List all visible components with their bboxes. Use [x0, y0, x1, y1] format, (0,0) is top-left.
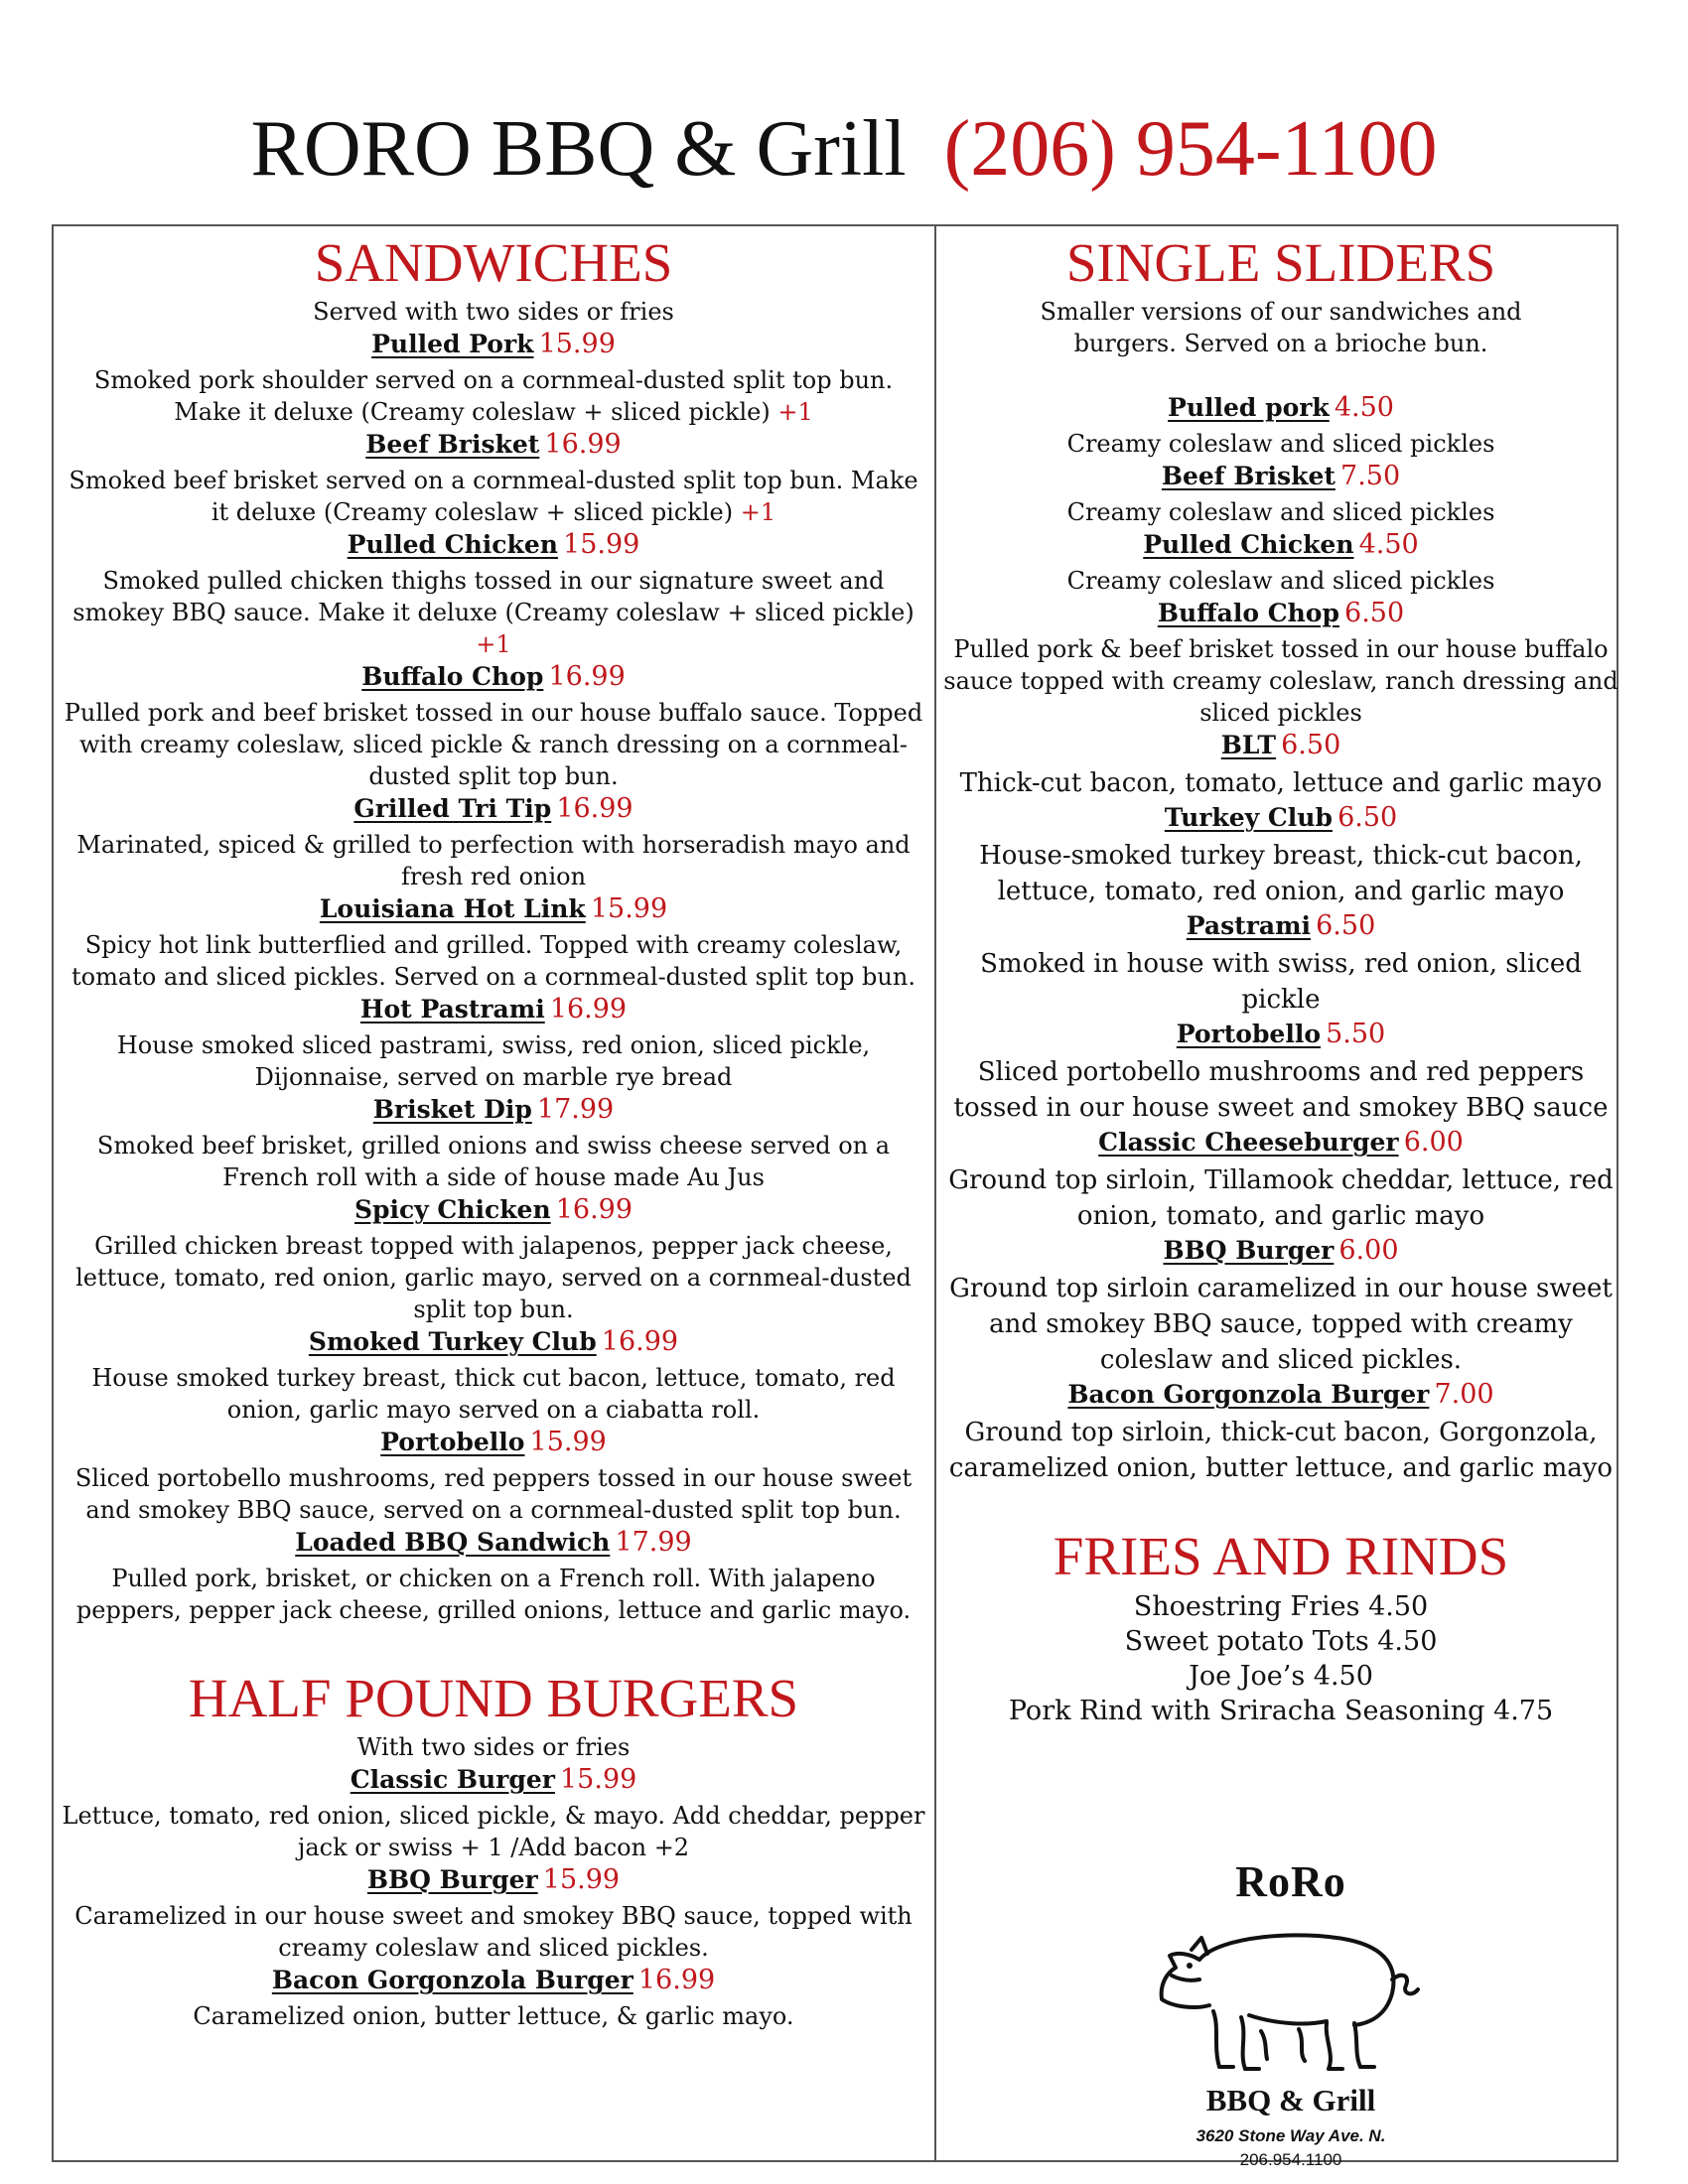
- item-description-text: Smoked in house with swiss, red onion, sliced pickle: [980, 949, 1582, 1015]
- item-description: [943, 838, 1618, 909]
- item-description-text: House smoked sliced pastrami, swiss, red onion, sliced pickle, Dijonnaise, served on marble rye bread: [116, 1031, 871, 1091]
- item-name: Brisket Dip: [372, 1095, 532, 1124]
- fries-item: Shoestring Fries 4.50: [1133, 1591, 1429, 1622]
- item-name: Buffalo Chop: [1157, 599, 1339, 627]
- item-description: [62, 829, 925, 892]
- logo-brand: RoRo: [1235, 1857, 1346, 1906]
- item-description-text: Smoked pork shoulder served on a cornmeal-dusted split top bun. Make it deluxe (Creamy coleslaw + sliced pickle): [93, 366, 894, 426]
- left-column: [62, 226, 925, 2032]
- item-description: [62, 1900, 925, 1964]
- item-price: 17.99: [536, 1094, 615, 1125]
- item-price: 15.99: [560, 1764, 637, 1795]
- item-description-text: Caramelized in our house sweet and smokey BBQ sauce, topped with creamy coleslaw and sliced pickles.: [74, 1902, 913, 1962]
- item-price: 16.99: [548, 661, 626, 692]
- item-description-text: Ground top sirloin, Tillamook cheddar, lettuce, red onion, tomato, and garlic mayo: [948, 1165, 1614, 1231]
- item-description: [62, 929, 925, 993]
- item-price: 15.99: [590, 893, 668, 924]
- logo-subtitle: BBQ & Grill: [1205, 2083, 1376, 2117]
- burger-list: [62, 1763, 925, 2032]
- menu-item: [943, 528, 1618, 597]
- item-heading: [62, 528, 925, 565]
- item-description-text: Smoked beef brisket served on a cornmeal-dusted split top bun. Make it deluxe (Creamy coleslaw + sliced pickle): [69, 467, 918, 526]
- section-subtitle: With two sides or fries: [356, 1733, 631, 1761]
- item-heading: [62, 328, 925, 364]
- item-heading: [943, 460, 1618, 496]
- item-name: Portobello: [380, 1428, 525, 1456]
- slider-list: [943, 391, 1618, 1486]
- item-price: 6.00: [1338, 1235, 1399, 1266]
- item-name: Spicy Chicken: [353, 1195, 551, 1224]
- item-name: Grilled Tri Tip: [353, 794, 552, 823]
- item-heading: [943, 528, 1618, 565]
- item-description-text: Creamy coleslaw and sliced pickles: [1066, 567, 1495, 595]
- item-price: 15.99: [538, 329, 616, 359]
- item-heading: [943, 1378, 1618, 1415]
- item-description: [62, 1230, 925, 1325]
- logo-address: 3620 Stone Way Ave. N.: [1196, 2126, 1386, 2145]
- item-heading: [62, 1093, 925, 1130]
- item-heading: [62, 892, 925, 929]
- item-description: [62, 697, 925, 792]
- item-description-text: Caramelized onion, butter lettuce, & garlic mayo.: [193, 2002, 794, 2030]
- item-name: Buffalo Chop: [361, 662, 544, 691]
- section-title: SANDWICHES: [314, 232, 673, 293]
- item-name: Beef Brisket: [365, 430, 540, 459]
- section-title: HALF POUND BURGERS: [188, 1668, 799, 1728]
- item-price: 4.50: [1334, 392, 1394, 423]
- fries-section: [943, 1486, 1618, 1728]
- item-price: 6.50: [1281, 730, 1341, 760]
- item-description-text: Creamy coleslaw and sliced pickles: [1066, 430, 1495, 458]
- item-description-text: Thick-cut bacon, tomato, lettuce and garlic mayo: [959, 768, 1603, 798]
- item-description: [943, 1162, 1618, 1234]
- item-description: [62, 2000, 925, 2032]
- item-name: BBQ Burger: [1163, 1236, 1335, 1265]
- menu-item: [943, 909, 1618, 1018]
- item-description: [62, 565, 925, 660]
- item-name: Hot Pastrami: [359, 995, 545, 1024]
- item-description: [943, 633, 1618, 729]
- item-description: [943, 765, 1618, 801]
- item-description: [943, 1415, 1618, 1486]
- item-description-text: Sliced portobello mushrooms, red peppers tossed in our house sweet and smokey BBQ sauce, served on a cornmeal-dusted split top bun.: [74, 1464, 913, 1524]
- item-name: Pulled Chicken: [1143, 530, 1354, 559]
- item-heading: [62, 1763, 925, 1800]
- item-price: 16.99: [549, 994, 628, 1024]
- restaurant-phone: (206) 954-1100: [943, 105, 1438, 193]
- item-deluxe-price: +1: [476, 630, 511, 658]
- item-name: Pastrami: [1186, 911, 1312, 940]
- item-price: 4.50: [1358, 529, 1419, 560]
- item-heading: [943, 909, 1618, 946]
- item-description-text: House-smoked turkey breast, thick-cut bacon, lettuce, tomato, red onion, and garlic mayo: [979, 841, 1583, 906]
- fries-item: Sweet potato Tots 4.50: [1124, 1626, 1438, 1657]
- item-description: [943, 565, 1618, 597]
- item-name: Bacon Gorgonzola Burger: [271, 1966, 633, 1994]
- item-name: Pulled Chicken: [347, 530, 558, 559]
- sandwich-list: [62, 328, 925, 1626]
- fries-list: [943, 1589, 1618, 1728]
- item-name: Classic Burger: [350, 1765, 555, 1794]
- item-description-text: House smoked turkey breast, thick cut bacon, lettuce, tomato, red onion, garlic mayo served on a ciabatta roll.: [91, 1364, 896, 1424]
- item-description-text: Smoked pulled chicken thighs tossed in our signature sweet and smokey BBQ sauce. Make it deluxe (Creamy coleslaw + sliced pickle): [72, 567, 914, 626]
- item-name: Beef Brisket: [1161, 462, 1336, 490]
- item-heading: [943, 391, 1618, 428]
- item-price: 6.50: [1344, 598, 1405, 628]
- item-heading: [62, 792, 925, 829]
- item-description-text: Pulled pork and beef brisket tossed in our house buffalo sauce. Topped with creamy coleslaw, sliced pickle & ranch dressing on a cornmeal-dusted split top bun.: [64, 699, 923, 790]
- item-description-text: Grilled chicken breast topped with jalapenos, pepper jack cheese, lettuce, tomato, red onion, garlic mayo, served on a cornmeal-dusted split top bun.: [75, 1232, 912, 1323]
- item-description-text: Smoked beef brisket, grilled onions and swiss cheese served on a French roll with a side of house made Au Jus: [96, 1132, 891, 1191]
- item-deluxe-price: +1: [740, 498, 776, 526]
- item-description-text: Sliced portobello mushrooms and red peppers tossed in our house sweet and smokey BBQ sauce: [953, 1057, 1609, 1123]
- item-description: [62, 1563, 925, 1626]
- menu-item: [943, 1126, 1618, 1234]
- item-name: Pulled Pork: [371, 330, 534, 358]
- menu-item: [943, 1018, 1618, 1126]
- item-name: Louisiana Hot Link: [319, 894, 586, 923]
- item-description-text: Pulled pork & beef brisket tossed in our house buffalo sauce topped with creamy coleslaw, ranch dressing and sliced pickles: [943, 635, 1618, 727]
- page-header: [0, 99, 1688, 199]
- item-price: 16.99: [556, 793, 633, 824]
- pig-icon: [1150, 1908, 1432, 2077]
- menu-item: [943, 391, 1618, 460]
- item-description-text: Ground top sirloin caramelized in our house sweet and smokey BBQ sauce, topped with creamy coleslaw and sliced pickles.: [949, 1274, 1613, 1375]
- item-heading: [62, 428, 925, 465]
- item-description: [62, 1130, 925, 1193]
- menu-item: [62, 1964, 925, 2032]
- burgers-section: [62, 1626, 925, 2032]
- menu-item: [943, 1234, 1618, 1378]
- item-heading: [62, 1193, 925, 1230]
- section-title: SINGLE SLIDERS: [1065, 232, 1496, 293]
- item-description: [943, 946, 1618, 1018]
- item-description: [943, 1054, 1618, 1126]
- item-description: [943, 1271, 1618, 1378]
- item-heading: [943, 1018, 1618, 1054]
- item-price: 15.99: [563, 529, 640, 560]
- item-heading: [62, 1526, 925, 1563]
- item-name: Smoked Turkey Club: [308, 1327, 597, 1356]
- menu-item: [62, 428, 925, 528]
- fries-item: Joe Joe’s 4.50: [1189, 1661, 1373, 1692]
- section-subtitle: Smaller versions of our sandwiches and burgers. Served on a brioche bun.: [1040, 298, 1522, 357]
- menu-item: [943, 1378, 1618, 1486]
- roro-logo: [1142, 1856, 1440, 2169]
- item-heading: [62, 660, 925, 697]
- menu-item: [62, 528, 925, 660]
- item-description-text: Pulled pork, brisket, or chicken on a French roll. With jalapeno peppers, pepper jack cheese, grilled onions, lettuce and garlic mayo.: [75, 1565, 912, 1624]
- section-title: FRIES AND RINDS: [1053, 1526, 1509, 1586]
- sliders-section: [943, 226, 1618, 1486]
- item-heading: [943, 597, 1618, 633]
- menu-item: [62, 1325, 925, 1426]
- menu-item: [943, 801, 1618, 909]
- item-price: 16.99: [544, 429, 622, 460]
- item-price: 15.99: [542, 1864, 621, 1895]
- fries-item: Pork Rind with Sriracha Seasoning 4.75: [1008, 1696, 1554, 1726]
- menu-item: [943, 597, 1618, 729]
- item-description: [62, 1462, 925, 1526]
- item-description: [62, 1800, 925, 1863]
- item-heading: [943, 1126, 1618, 1162]
- column-divider: [934, 226, 936, 2160]
- item-name: Loaded BBQ Sandwich: [295, 1528, 611, 1557]
- menu-item: [62, 792, 925, 892]
- item-price: 17.99: [615, 1527, 692, 1558]
- menu-item: [62, 1426, 925, 1526]
- item-heading: [62, 1964, 925, 2000]
- item-description: [943, 496, 1618, 528]
- item-name: Classic Cheeseburger: [1098, 1128, 1399, 1157]
- item-heading: [62, 1325, 925, 1362]
- menu-item: [62, 993, 925, 1093]
- item-description: [943, 428, 1618, 460]
- item-price: 16.99: [555, 1194, 633, 1225]
- item-price: 7.00: [1434, 1379, 1494, 1410]
- item-deluxe-price: +1: [777, 398, 813, 426]
- item-description-text: Marinated, spiced & grilled to perfection with horseradish mayo and fresh red onion: [76, 831, 911, 890]
- section-subtitle: Served with two sides or fries: [313, 298, 674, 326]
- menu-item: [62, 1763, 925, 1863]
- menu-item: [62, 660, 925, 792]
- item-name: Portobello: [1176, 1020, 1322, 1048]
- item-description-text: Lettuce, tomato, red onion, sliced pickle, & mayo. Add cheddar, pepper jack or swiss + 1 /Add bacon +2: [62, 1802, 925, 1861]
- item-description: [62, 364, 925, 428]
- item-name: BLT: [1220, 731, 1277, 759]
- menu-item: [943, 460, 1618, 528]
- item-description: [62, 1029, 925, 1093]
- item-name: Bacon Gorgonzola Burger: [1067, 1380, 1430, 1409]
- item-name: Turkey Club: [1164, 803, 1333, 832]
- item-price: 6.50: [1337, 802, 1398, 833]
- menu-item: [62, 1863, 925, 1964]
- menu-item: [62, 1526, 925, 1626]
- menu-item: [62, 1093, 925, 1193]
- item-heading: [943, 729, 1618, 765]
- item-price: 16.99: [601, 1326, 679, 1357]
- item-name: Pulled pork: [1168, 393, 1330, 422]
- item-description: [62, 465, 925, 528]
- item-description-text: Spicy hot link butterflied and grilled. Topped with creamy coleslaw, tomato and sliced pickles. Served on a cornmeal-dusted split top bun.: [71, 931, 915, 991]
- item-heading: [62, 993, 925, 1029]
- item-description-text: Ground top sirloin, thick-cut bacon, Gorgonzola, caramelized onion, butter lettuce, and garlic mayo: [948, 1418, 1614, 1483]
- item-price: 6.50: [1316, 910, 1376, 941]
- menu-item: [62, 1193, 925, 1325]
- item-heading: [62, 1863, 925, 1900]
- item-description-text: Creamy coleslaw and sliced pickles: [1066, 498, 1495, 526]
- right-column: [943, 226, 1618, 1728]
- menu-item: [62, 892, 925, 993]
- item-heading: [62, 1426, 925, 1462]
- menu-item: [943, 729, 1618, 801]
- item-price: 5.50: [1326, 1019, 1386, 1049]
- item-description: [62, 1362, 925, 1426]
- item-price: 6.00: [1403, 1127, 1464, 1158]
- item-name: BBQ Burger: [366, 1865, 538, 1894]
- item-heading: [943, 801, 1618, 838]
- item-price: 16.99: [637, 1965, 716, 1995]
- sandwiches-section: [62, 226, 925, 1626]
- menu-item: [62, 328, 925, 428]
- item-price: 15.99: [529, 1427, 607, 1457]
- restaurant-name: RORO BBQ & Grill: [250, 105, 907, 193]
- logo-phone: 206.954.1100: [1239, 2150, 1342, 2169]
- item-heading: [943, 1234, 1618, 1271]
- item-price: 7.50: [1340, 461, 1401, 491]
